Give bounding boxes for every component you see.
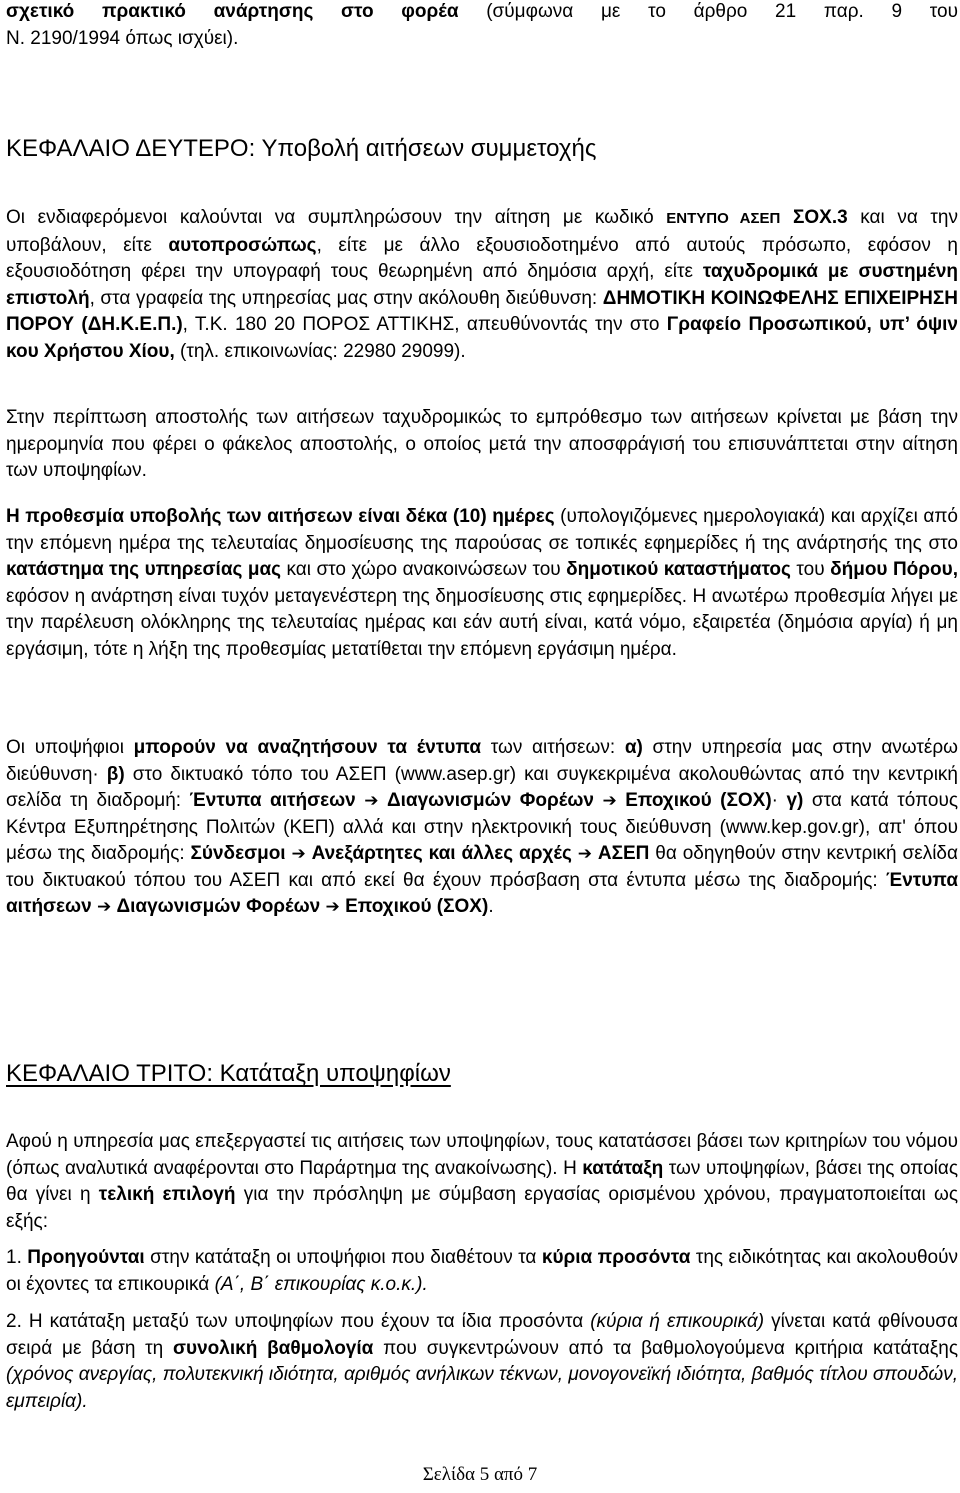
deadline-text: Η προθεσμία υποβολής των αιτήσεων είναι δέκα (10) ημέρες: [6, 506, 555, 527]
arrow-right-icon: ➔: [291, 844, 306, 864]
bold-text: κύρια προσόντα: [541, 1247, 691, 1268]
text-span: των αιτήσεων:: [481, 737, 625, 758]
text-span: που συγκεντρώνουν από τα βαθμολογούμενα κριτήρια κατάταξης: [373, 1337, 958, 1359]
form-code-number: ΣΟΧ.3: [792, 207, 848, 228]
intro-line-1: [6, 0, 958, 26]
chapter-2-title: ΚΕΦΑΛΑΙΟ ΔΕΥΤΕΡΟ: Υποβολή αιτήσεων συμμετοχής: [6, 135, 597, 162]
text-span: Οι υποψήφιοι: [6, 737, 134, 758]
path-step: Ανεξάρτητες και άλλες αρχές: [311, 843, 572, 864]
arrow-right-icon: ➔: [364, 791, 379, 811]
text-span: και στο χώρο ανακοινώσεων του: [281, 559, 567, 580]
text-span: , στα γραφεία της υπηρεσίας μας στην ακόλουθη διεύθυνση:: [89, 287, 603, 309]
text-span: στην κατάταξη οι υποψήφιοι που διαθέτουν τα: [144, 1247, 542, 1268]
chapter-3-title: ΚΕΦΑΛΑΙΟ ΤΡΙΤΟ: Κατάταξη υποψηφίων: [6, 1060, 451, 1087]
italic-text: (χρόνος ανεργίας, πολυτεκνική ιδιότητα, αριθμός ανήλικων τέκνων, μονογονεϊκή ιδιότητα, βαθμός τίτλου σπουδών, εμπειρία).: [6, 1364, 958, 1412]
chapter-2-paragraph-4: [6, 735, 958, 921]
path-step: Έντυπα αιτήσεων: [189, 790, 356, 811]
text-span: γίνεται κατά φθίνουσα σειρά με βάση τη: [6, 1311, 958, 1359]
text-span: Αφού η υπηρεσία μας επεξεργαστεί τις αιτήσεις των υποψηφίων, τους κατατάσσει βάσει των κριτηρίων του νόμου (όπως αναλυτικά αναφέρονται στο Παράρτημα της ανακοίνωσης). Η: [6, 1131, 958, 1179]
text-span: 2. Η κατάταξη μεταξύ των υποψηφίων που έχουν τα ίδια προσόντα: [6, 1311, 591, 1332]
intro-bold-text: σχετικό πρακτικό ανάρτησης στο φορέα: [6, 1, 459, 22]
bold-text: συνολική βαθμολογία: [173, 1337, 374, 1359]
bold-text: ταχυδρομικά με συστημένη επιστολή: [6, 261, 958, 309]
bold-text: κατάταξη: [582, 1157, 664, 1179]
list-marker-b: β): [106, 763, 125, 785]
intro-paragraph: [6, 0, 958, 52]
bold-text: κατάστημα της υπηρεσίας μας: [6, 559, 282, 580]
text-span: για την πρόσληψη με σύμβαση εργασίας ορισμένου χρόνου, πραγματοποιείται ως εξής:: [6, 1184, 958, 1232]
path-step: Διαγωνισμών Φορέων: [386, 790, 594, 811]
bold-text: Προηγούνται: [27, 1247, 145, 1268]
text-span: εφόσον η ανάρτηση είναι τυχόν μεταγενέστερη της δημοσίευσης στις εφημερίδες. Η ανωτέρω προθεσμία λήγει με την παρέλευση ολόκληρης της τελευταίας ημέρας και εάν αυτή είναι, κατά νόμο, εξαιρετέα (δημόσια αργία) ή μη εργάσιμη, τότε η λήξη της προθεσμίας μετατίθεται την επόμενη εργάσιμη ημέρα.: [6, 585, 958, 660]
list-marker-c: γ): [786, 790, 804, 811]
form-code: ΕΝΤΥΠΟ ΑΣΕΠ: [666, 210, 781, 227]
text-span: στην υπηρεσία μας στην ανωτέρω διεύθυνση·: [6, 737, 958, 785]
path-step: Διαγωνισμών Φορέων: [116, 896, 321, 917]
contact-phone: (τηλ. επικοινωνίας: 22980 29099).: [174, 340, 466, 362]
arrow-right-icon: ➔: [325, 897, 340, 917]
bold-text: δημοτικού καταστήματος: [566, 559, 791, 580]
intro-rest-text: (σύμφωνα με το άρθρο 21 παρ. 9 του: [458, 1, 958, 22]
chapter-2-paragraph-1: [6, 205, 958, 365]
chapter-3-paragraph-1: [6, 1129, 958, 1235]
italic-text: (κύρια ή επικουρικά): [590, 1311, 765, 1332]
ranking-rule-1: [6, 1245, 958, 1298]
organization-name: ΔΗΜΟΤΙΚΗ ΚΟΙΝΩΦΕΛΗΣ ΕΠΙΧΕΙΡΗΣΗ ΠΟΡΟΥ (ΔΗ.Κ.Ε.Π.): [6, 287, 959, 335]
chapter-2-paragraph-2: Στην περίπτωση αποστολής των αιτήσεων ταχυδρομικώς το εμπρόθεσμο των αιτήσεων κρίνεται με βάση την ημερομηνία που φέρει ο φάκελος αποστολής, ο οποίος μετά την αποσφράγισή του επισυνάπτεται στην αίτηση των υποψηφίων.: [6, 407, 958, 481]
arrow-right-icon: ➔: [577, 844, 592, 864]
intro-line-2: Ν. 2190/1994 όπως ισχύει).: [6, 27, 239, 49]
text-span: της ειδικότητας και ακολουθούν οι έχοντες τα επικουρικά: [6, 1247, 959, 1295]
text-span: του: [790, 559, 831, 580]
text-span: θα οδηγηθούν στην κεντρική σελίδα του δικτυακού τόπου του ΑΣΕΠ και από εκεί θα έχουν πρόσβαση στα έντυπα μέσω της διαδρομής:: [6, 843, 958, 891]
bold-text: αυτοπροσώπως: [168, 234, 317, 256]
text-span: .: [488, 896, 494, 917]
path-step: ΑΣΕΠ: [597, 843, 650, 864]
bold-text: τελική επιλογή: [98, 1184, 236, 1205]
text-span: ·: [771, 790, 787, 811]
text-span: και να την υποβάλουν, είτε: [6, 207, 959, 256]
list-marker-a: α): [624, 737, 643, 758]
path-step: Έντυπα αιτήσεων: [6, 869, 958, 917]
text-span: (υπολογιζόμενες ημερολογιακά) και αρχίζει από την επόμενη ημέρα της τελευταίας δημοσίευσης της παρούσας σε τοπικές εφημερίδες ή της ανάρτησής της στο: [6, 506, 958, 554]
list-number: 1.: [6, 1247, 28, 1268]
path-step: Εποχικού (ΣΟΧ): [625, 790, 772, 811]
text-span: των υποψηφίων, βάσει της οποίας θα γίνει η: [6, 1157, 959, 1205]
chapter-2-paragraph-3: [6, 504, 958, 663]
bold-text: δήμου Πόρου,: [830, 559, 958, 580]
ranking-rule-2: [6, 1309, 958, 1415]
contact-office: Γραφείο Προσωπικού, υπ’ όψιν κου Χρήστου Χίου,: [6, 314, 958, 362]
text-span: , Τ.Κ. 180 20 ΠΟΡΟΣ ΑΤΤΙΚΗΣ, απευθύνοντάς την στο: [182, 314, 667, 335]
arrow-right-icon: ➔: [602, 791, 617, 811]
text-span: στο δικτυακό τόπο του ΑΣΕΠ (www.asep.gr) και συγκεκριμένα ακολουθώντας από την κεντρική σελίδα τη διαδρομή:: [6, 763, 958, 811]
path-step: Σύνδεσμοι: [190, 843, 286, 864]
path-step: Εποχικού (ΣΟΧ): [345, 896, 489, 917]
arrow-right-icon: ➔: [96, 897, 112, 917]
text-span: Οι ενδιαφερόμενοι καλούνται να συμπληρώσουν την αίτηση με κωδικό: [6, 207, 667, 228]
text-span: , είτε με άλλο εξουσιοδοτημένο από αυτούς πρόσωπο, εφόσον η εξουσιοδότηση φέρει την υπογραφή τους θεωρημένη από δημόσια αρχή, είτε: [6, 234, 958, 282]
italic-text: (Α΄, Β΄ επικουρίας κ.ο.κ.).: [214, 1273, 428, 1295]
text-span: στα κατά τόπους Κέντρα Εξυπηρέτησης Πολιτών (ΚΕΠ) αλλά και στην ηλεκτρονική τους διεύθυνση (www.kep.gov.gr), απ' όπου μέσω της διαδρομής:: [6, 790, 959, 864]
page-footer: Σελίδα 5 από 7: [422, 1464, 538, 1485]
bold-text: μπορούν να αναζητήσουν τα έντυπα: [133, 737, 482, 758]
